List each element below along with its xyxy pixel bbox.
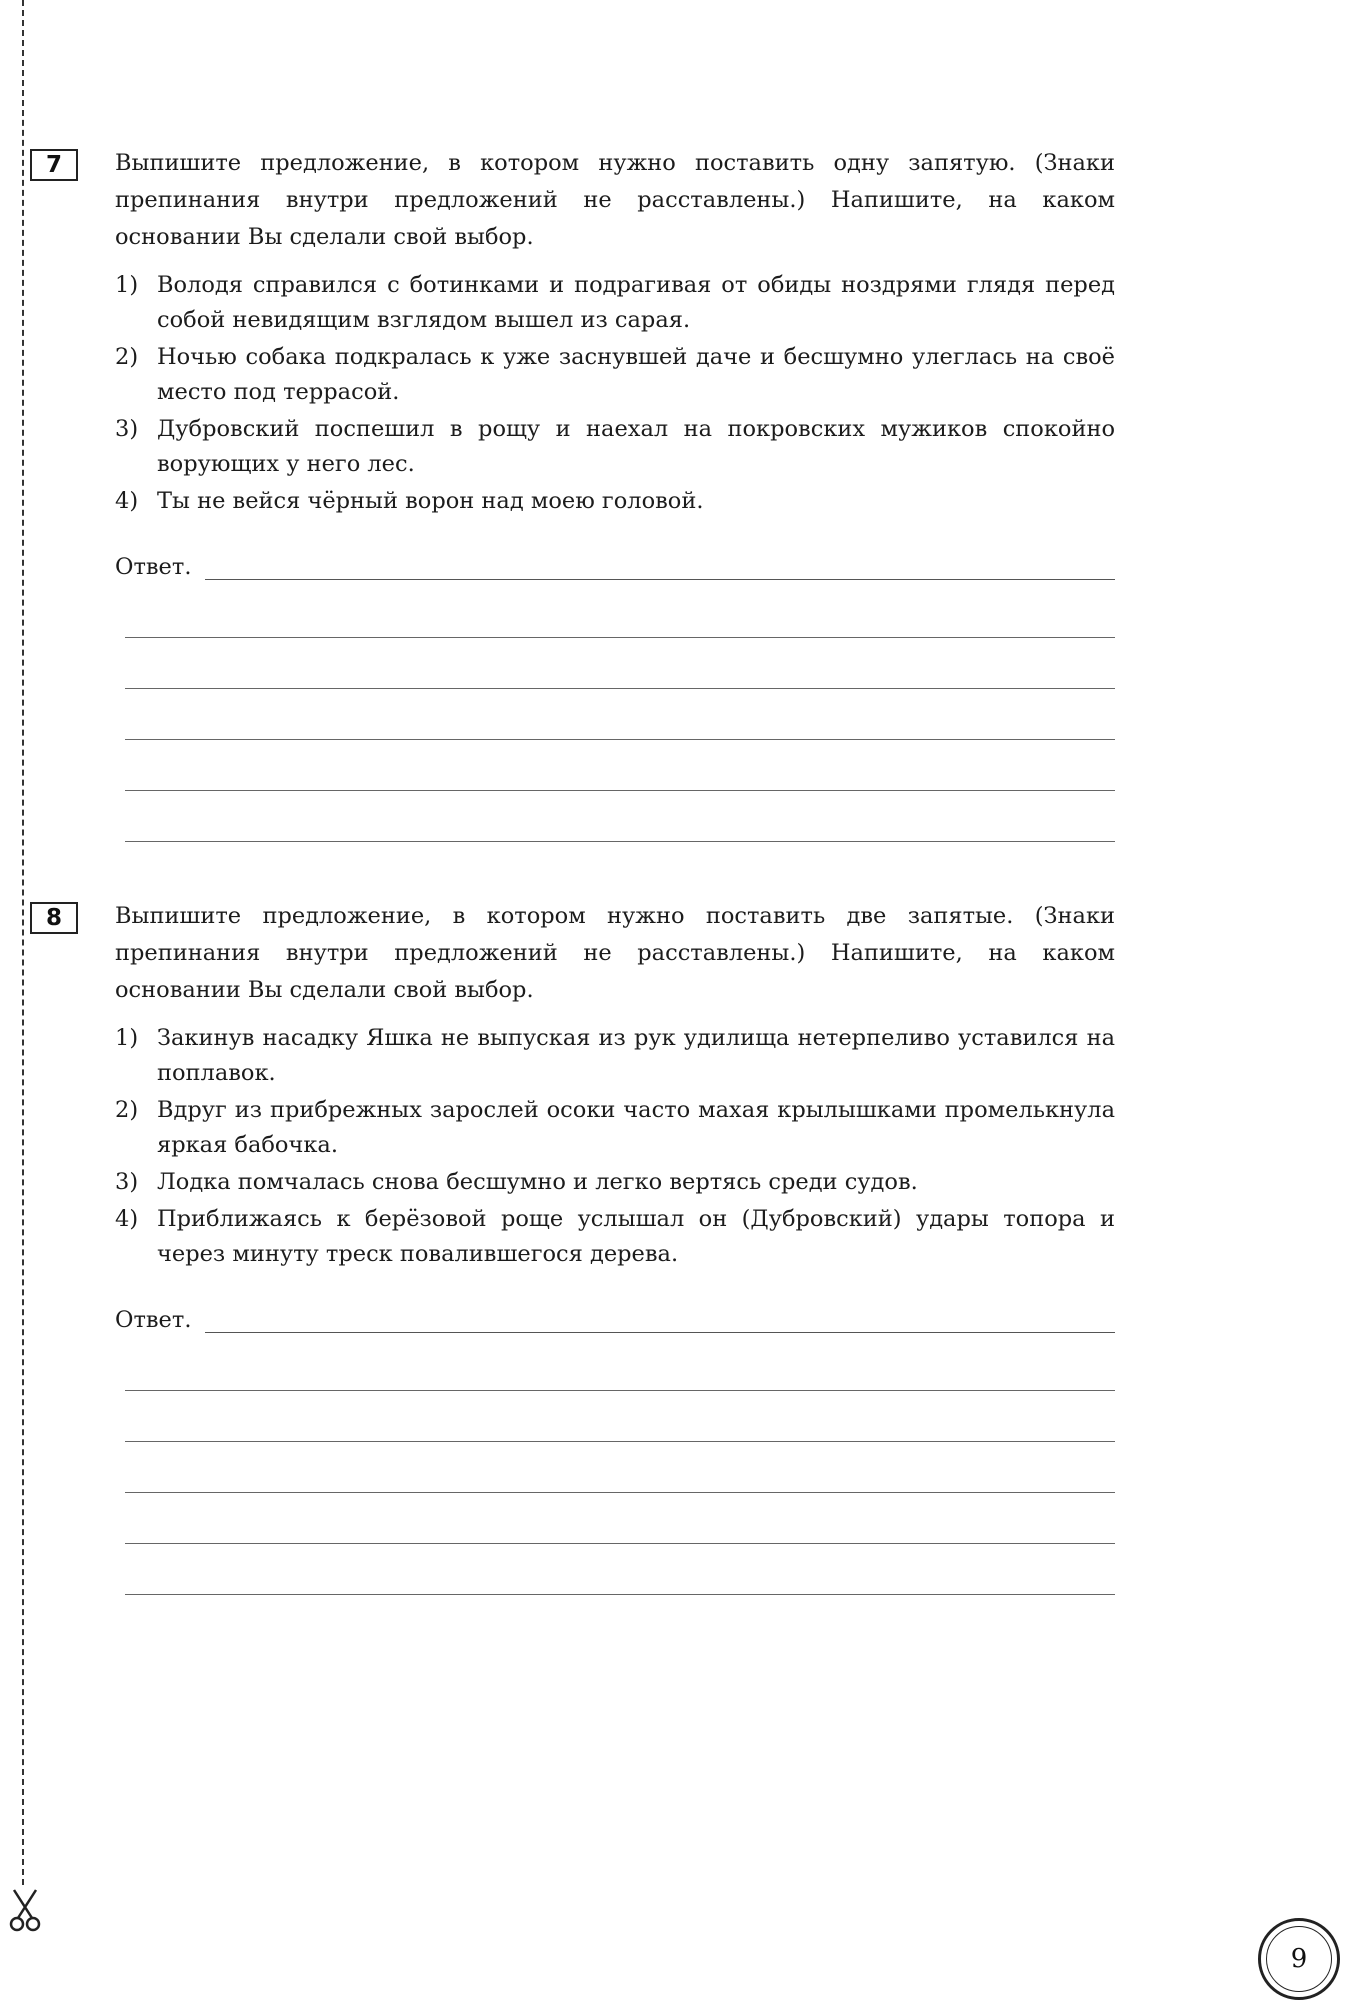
blank-line[interactable]	[125, 1391, 1115, 1442]
answer-field[interactable]	[115, 547, 1115, 587]
option-1	[115, 1021, 1115, 1091]
option-1	[115, 268, 1115, 338]
option-number: 4)	[115, 1206, 139, 1232]
option-4	[115, 484, 1115, 519]
task-prompt: Выпишите предложение, в котором нужно поставить одну запятую. (Знаки препинания внутри предложений не расставлены.) Напишите, на каком основании Вы сделали свой выбор.	[115, 150, 1115, 250]
page-number: 9	[1266, 1926, 1332, 1992]
answer-label: Ответ.	[115, 1307, 192, 1333]
task-number-box: 7	[30, 149, 78, 181]
option-text: Ночью собака подкралась к уже заснувшей даче и бесшумно улеглась на своё место под террасой.	[157, 344, 1115, 405]
task-prompt: Выпишите предложение, в котором нужно поставить две запятые. (Знаки препинания внутри предложений не расставлены.) Напишите, на каком основании Вы сделали свой выбор.	[115, 903, 1115, 1003]
option-2	[115, 1093, 1115, 1163]
option-number: 2)	[115, 344, 139, 370]
answer-label: Ответ.	[115, 554, 192, 580]
option-number: 1)	[115, 1025, 139, 1051]
answer-line[interactable]	[205, 1332, 1115, 1333]
option-text: Лодка помчалась снова бесшумно и легко вертясь среди судов.	[157, 1169, 918, 1195]
options-list	[115, 268, 1115, 519]
blank-line[interactable]	[125, 791, 1115, 842]
option-number: 3)	[115, 1169, 139, 1195]
option-3	[115, 412, 1115, 482]
answer-blank-lines[interactable]	[125, 1340, 1115, 1595]
option-text: Володя справился с ботинками и подрагивая от обиды ноздрями глядя перед собой невидящим взглядом вышел из сарая.	[157, 272, 1115, 333]
blank-line[interactable]	[125, 689, 1115, 740]
option-2	[115, 340, 1115, 410]
cut-line	[22, 0, 24, 1885]
answer-field[interactable]	[115, 1300, 1115, 1340]
blank-line[interactable]	[125, 1493, 1115, 1544]
option-4	[115, 1202, 1115, 1272]
blank-line[interactable]	[125, 638, 1115, 689]
scissors-icon	[8, 1888, 42, 1934]
blank-line[interactable]	[125, 587, 1115, 638]
option-3	[115, 1165, 1115, 1200]
option-text: Дубровский поспешил в рощу и наехал на покровских мужиков спокойно ворующих у него лес.	[157, 416, 1115, 477]
blank-line[interactable]	[125, 1442, 1115, 1493]
option-text: Закинув насадку Яшка не выпуская из рук удилища нетерпеливо уставился на поплавок.	[157, 1025, 1115, 1086]
page-number-badge	[1258, 1918, 1340, 2000]
option-number: 3)	[115, 416, 139, 442]
blank-line[interactable]	[125, 1544, 1115, 1595]
option-text: Вдруг из прибрежных зарослей осоки часто махая крылышками промелькнула яркая бабочка.	[157, 1097, 1115, 1158]
option-number: 2)	[115, 1097, 139, 1123]
options-list	[115, 1021, 1115, 1272]
task-number-box: 8	[30, 902, 78, 934]
task-7	[30, 145, 1120, 842]
blank-line[interactable]	[125, 1340, 1115, 1391]
option-number: 4)	[115, 488, 139, 514]
option-text: Ты не вейся чёрный ворон над моею головой.	[157, 488, 704, 514]
option-number: 1)	[115, 272, 139, 298]
answer-line[interactable]	[205, 579, 1115, 580]
option-text: Приближаясь к берёзовой роще услышал он (Дубровский) удары топора и через минуту треск повалившегося дерева.	[157, 1206, 1115, 1267]
blank-line[interactable]	[125, 740, 1115, 791]
answer-blank-lines[interactable]	[125, 587, 1115, 842]
task-8	[30, 898, 1120, 1595]
